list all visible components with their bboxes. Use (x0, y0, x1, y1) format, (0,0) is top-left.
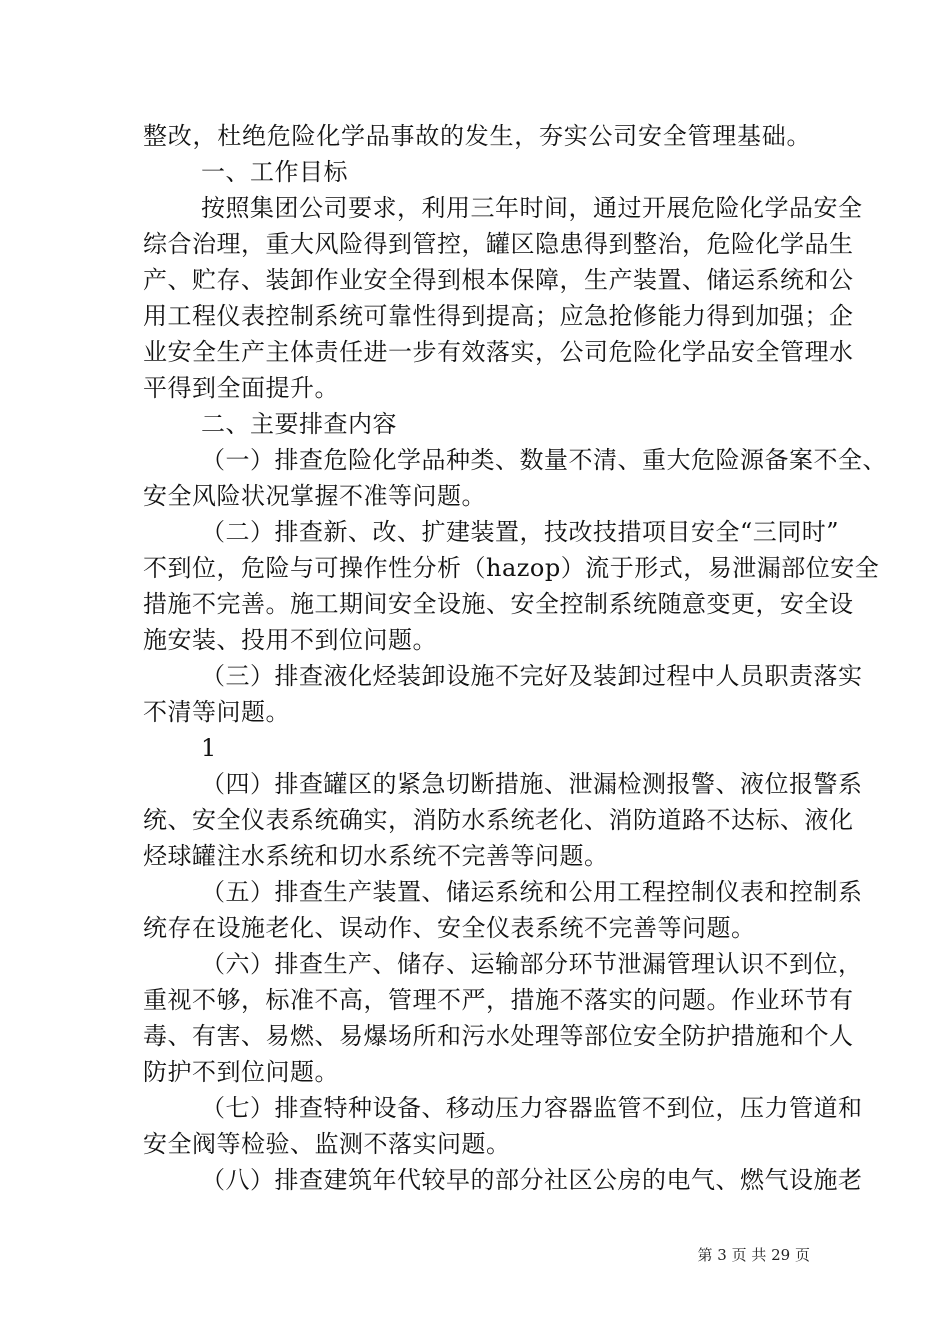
page-footer-label: 第 3 页 共 29 页 (697, 1246, 810, 1264)
paragraph-line: 施安装、投用不到位问题。 (143, 626, 437, 654)
document-body (143, 118, 887, 1198)
inline-page-number: 1 (201, 734, 217, 762)
paragraph-line: 不到位，危险与可操作性分析（hazop）流于形式，易泄漏部位安全 (143, 554, 880, 582)
paragraph-line: （二）排查新、改、扩建装置，技改技措项目安全“三同时” (201, 518, 840, 546)
paragraph-line: 不清等问题。 (143, 698, 290, 726)
paragraph-line: 防护不到位问题。 (143, 1058, 339, 1086)
section-heading: 二、主要排查内容 (201, 410, 397, 438)
paragraph-line: 整改，杜绝危险化学品事故的发生，夯实公司安全管理基础。 (143, 122, 811, 150)
paragraph-line: 统、安全仪表系统确实，消防水系统老化、消防道路不达标、液化 (143, 806, 854, 834)
paragraph-line: （六）排查生产、储存、运输部分环节泄漏管理认识不到位， (201, 950, 863, 978)
paragraph-line: 平得到全面提升。 (143, 374, 339, 402)
paragraph-line: 业安全生产主体责任进一步有效落实，公司危险化学品安全管理水 (143, 338, 854, 366)
paragraph-line: （七）排查特种设备、移动压力容器监管不到位，压力管道和 (201, 1094, 863, 1122)
paragraph-line: 毒、有害、易燃、易爆场所和污水处理等部位安全防护措施和个人 (143, 1022, 854, 1050)
paragraph-line: （四）排查罐区的紧急切断措施、泄漏检测报警、液位报警系 (201, 770, 863, 798)
paragraph-line: （三）排查液化烃装卸设施不完好及装卸过程中人员职责落实 (201, 662, 863, 690)
paragraph-line: 重视不够，标准不高，管理不严，措施不落实的问题。作业环节有 (143, 986, 854, 1014)
paragraph-line: 按照集团公司要求，利用三年时间，通过开展危险化学品安全 (201, 194, 863, 222)
paragraph-line: 产、贮存、装卸作业安全得到根本保障，生产装置、储运系统和公 (143, 266, 854, 294)
paragraph-line: （八）排查建筑年代较早的部分社区公房的电气、燃气设施老 (201, 1166, 863, 1194)
paragraph-line: 安全阀等检验、监测不落实问题。 (143, 1130, 511, 1158)
paragraph-line: 统存在设施老化、误动作、安全仪表系统不完善等问题。 (143, 914, 756, 942)
paragraph-line: 措施不完善。施工期间安全设施、安全控制系统随意变更，安全设 (143, 590, 854, 618)
paragraph-line: 烃球罐注水系统和切水系统不完善等问题。 (143, 842, 609, 870)
section-heading: 一、工作目标 (201, 158, 348, 186)
paragraph-line: （五）排查生产装置、储运系统和公用工程控制仪表和控制系 (201, 878, 863, 906)
paragraph-line: 综合治理，重大风险得到管控，罐区隐患得到整治，危险化学品生 (143, 230, 854, 258)
paragraph-line: （一）排查危险化学品种类、数量不清、重大危险源备案不全、 (201, 446, 887, 474)
paragraph-line: 安全风险状况掌握不准等问题。 (143, 482, 486, 510)
paragraph-line: 用工程仪表控制系统可靠性得到提高；应急抢修能力得到加强；企 (143, 302, 854, 330)
